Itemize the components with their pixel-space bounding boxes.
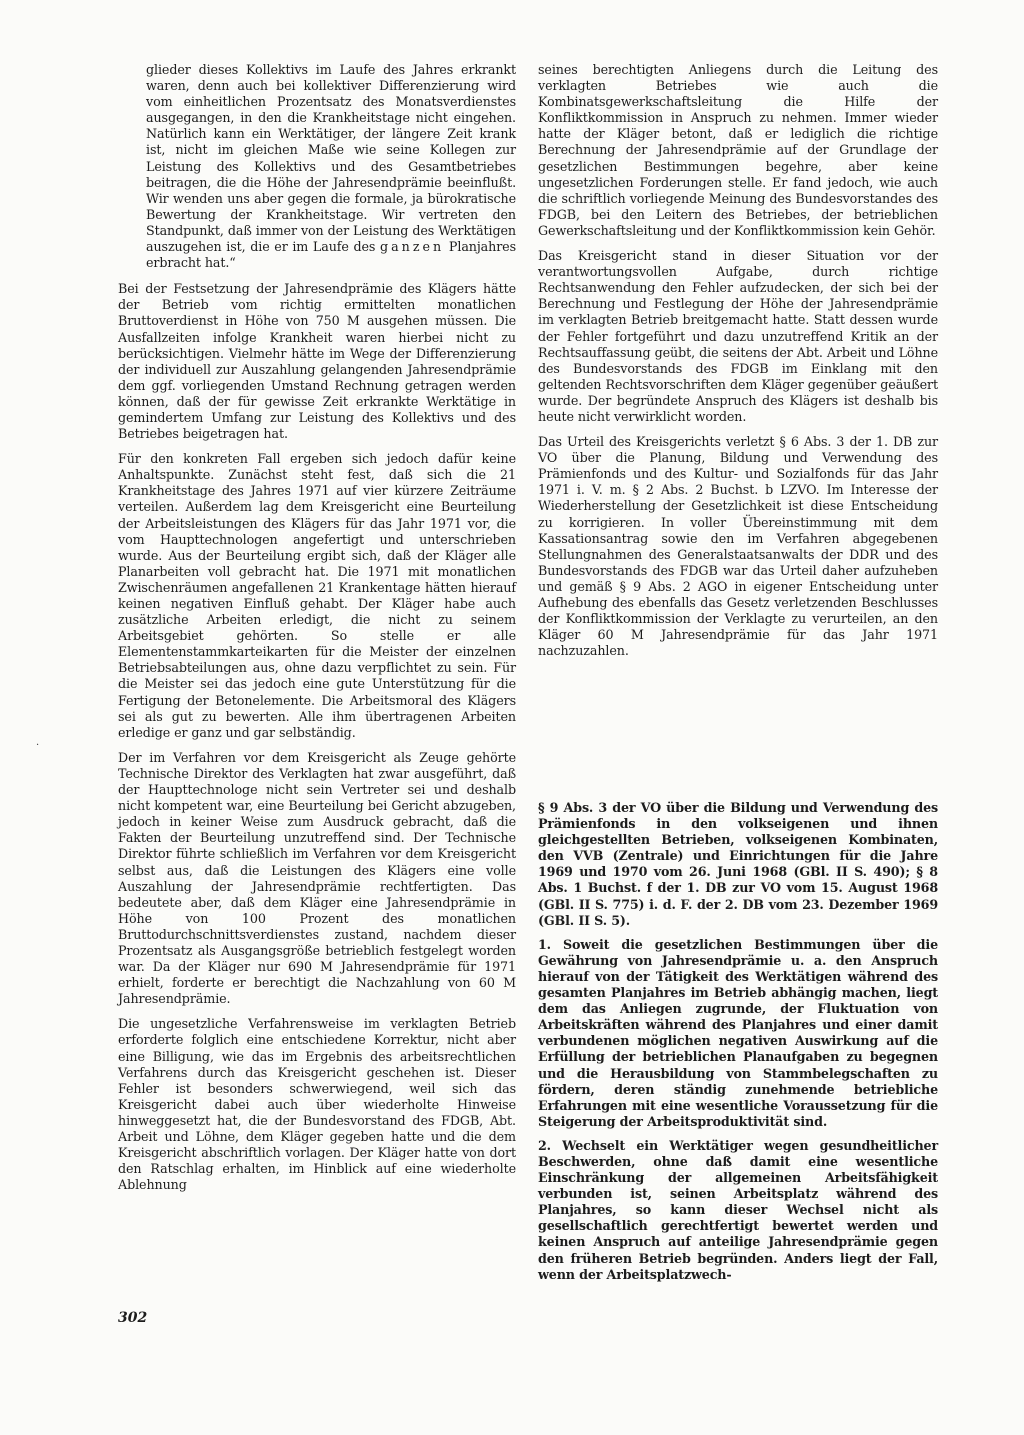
paragraph: Das Urteil des Kreisgerichts verletzt § 6 Abs. 3 der 1. DB zur VO über die Planung, Bildung und Verwendung des Prämienfonds und des Kultur- und Sozialfonds für das Jahr 1971 i. V. m. § 2 Abs. 2 Buchst. b LZVO. Im Interesse der Wiederherstellung der Gesetzlichkeit ist diese Entscheidung zu korrigieren. In voller Übereinstimmung mit dem Kassationsantrag sowie den im Verfahren abgegebenen Stellungnahmen des Generalstaatsanwalts der DDR und des Bundesvorstands des FDGB war das Urteil daher aufzuheben und gemäß § 9 Abs. 2 AGO in eigener Entscheidung unter Aufhebung des ebenfalls das Gesetz verletzenden Beschlusses der Konfliktkommission der Verklagte zu verurteilen, an den Kläger 60 M Jahresendprämie für das Jahr 1971 nachzuzahlen. [538,434,938,659]
quotation-text: glieder dieses Kollektivs im Laufe des Jahres erkrankt waren, denn auch bei kollektiver Differenzierung wird vom einheitlichen Prozentsatz des Monatsverdienstes ausgegangen, in den die Krankheitstage nicht eingehen. Natürlich kann ein Werktätiger, der längere Zeit krank ist, nicht im gleichen Maße wie seine Kollegen zur Leistung des Kollektivs und des Gesamtbetriebes beitragen, die die Höhe der Jahresendprämie beeinflußt. Wir wenden uns aber gegen die formale, ja bürokratische Bewertung der Krankheitstage. Wir vertreten den Standpunkt, daß immer von der Leistung des Werktätigen auszugehen ist, die er im Laufe des [146,62,516,255]
paragraph: Bei der Festsetzung der Jahresendprämie des Klägers hätte der Betrieb vom richtig ermittelten monatlichen Bruttoverdienst in Höhe von 750 M ausgehen müssen. Die Ausfallzeiten infolge Krankheit waren hierbei nicht zu berücksichtigen. Vielmehr hätte im Wege der Differenzierung der individuell zur Auszahlung gelangenden Jahresendprämie dem ggf. vorliegenden Umstand Rechnung getragen werden können, daß der für gewisse Zeit erkrankte Werktätige in gemindertem Umfang zur Leistung des Kollektivs und des Betriebes beigetragen hat. [118,281,516,442]
paragraph: Das Kreisgericht stand in dieser Situation vor der verantwortungsvollen Aufgabe, durch richtige Rechtsanwendung den Fehler aufzudecken, der sich bei der Berechnung und Festlegung der Höhe der Jahresendprämie im verklagten Betrieb breitgemacht hatte. Statt dessen wurde der Fehler fortgeführt und dazu unzutreffend Kritik an der Rechtsauffassung geübt, die seitens der Abt. Arbeit und Löhne des Bundesvorstands des FDGB im Einklang mit den geltenden Rechtsvorschriften dem Kläger gegenüber geäußert wurde. Der begründete Anspruch des Klägers ist deshalb bis heute nicht verwirklicht worden. [538,248,938,424]
quotation-emphasis: ganzen [380,239,445,255]
paragraph: Der im Verfahren vor dem Kreisgericht als Zeuge gehörte Technische Direktor des Verklagten hat zwar ausgeführt, daß der Haupttechnologe nicht sein Vertreter sei und deshalb nicht kompetent war, eine Beurteilung bei Gericht abzugeben, jedoch in keiner Weise zum Ausdruck gebracht, daß die Fakten der Beurteilung unzutreffend sind. Der Technische Direktor führte schließlich im Verfahren vor dem Kreisgericht selbst aus, daß die Leistungen des Klägers eine volle Auszahlung der Jahresendprämie rechtfertigten. Das bedeutete aber, daß dem Kläger eine Jahresendprämie in Höhe von 100 Prozent des monatlichen Bruttodurchschnittsverdienstes zustand, nachdem dieser Prozentsatz als Ausgangsgröße betrieblich festgelegt worden war. Da der Kläger nur 690 M Jahresendprämie für 1971 erhielt, forderte er berechtigt die Nachzahlung von 60 M Jahresendprämie. [118,749,516,1007]
right-column [538,62,938,668]
headnote-item-1: 1. Soweit die gesetzlichen Bestimmungen über die Gewährung von Jahresendprämie u. a. den Anspruch hierauf von der Tätigkeit des Werktätigen während des gesamten Planjahres im Betrieb abhängig machen, liegt dem das Anliegen zugrunde, der Fluktuation von Arbeitskräften während des Planjahres und einer damit verbundenen möglichen negativen Auswirkung auf die Erfüllung der betrieblichen Planaufgaben zu begegnen und die Herausbildung von Stammbelegschaften zu fördern, deren ständig zunehmende betriebliche Erfahrungen mit eine wesentliche Voraussetzung für die Steigerung der Arbeitsproduktivität sind. [538,936,938,1129]
quotation-end: Planjahres erbracht hat.“ [146,239,517,271]
left-column [118,62,516,1202]
legal-headnote [538,800,938,1291]
paragraph: Die ungesetzliche Verfahrensweise im verklagten Betrieb erforderte folglich eine entschiedene Korrektur, nicht aber eine Billigung, wie das im Ergebnis des arbeitsrechtlichen Verfahrens durch das Kreisgericht geschehen ist. Dieser Fehler ist besonders schwerwiegend, weil sich das Kreisgericht dabei auch über wiederholte Hinweise hinweggesetzt hat, die der Bundesvorstand des FDGB, Abt. Arbeit und Löhne, dem Kläger gegeben hatte und die dem Kreisgericht abschriftlich vorlagen. Der Kläger hatte von dort den Ratschlag erhalten, im Hinblick auf eine wiederholte Ablehnung [118,1016,516,1193]
page-number: 302 [118,1310,148,1326]
quotation-paragraph [146,62,516,271]
margin-mark: · [36,740,40,751]
quotation-block [146,62,516,271]
headnote-item-2: 2. Wechselt ein Werktätiger wegen gesundheitlicher Beschwerden, ohne daß damit eine wesentliche Einschränkung der allgemeinen Arbeitsfähigkeit verbunden ist, seinen Arbeitsplatz während des Planjahres, so kann dieser Wechsel nicht als gesellschaftlich gerechtfertigt bewertet werden und keinen Anspruch auf anteilige Jahresendprämie gegen den früheren Betrieb begründen. Anders liegt der Fall, wenn der Arbeitsplatzwech- [538,1137,938,1282]
paragraph: Für den konkreten Fall ergeben sich jedoch dafür keine Anhaltspunkte. Zunächst steht fest, daß sich die 21 Krankheitstage des Jahres 1971 auf vier kürzere Zeiträume verteilen. Außerdem lag dem Kreisgericht eine Beurteilung der Arbeitsleistungen des Klägers für das Jahr 1971 vor, die vom Haupttechnologen angefertigt und unterschrieben wurde. Aus der Beurteilung ergibt sich, daß der Kläger alle Planarbeiten voll gebracht hat. Die 1971 mit monatlichen Zwischenräumen angefallenen 21 Krankentage hätten hierauf keinen negativen Einfluß gehabt. Der Kläger habe auch zusätzliche Arbeiten erledigt, die nicht zu seinem Arbeitsgebiet gehörten. So stelle er alle Elementenstammkarteikarten für die Meister der einzelnen Betriebsabteilungen aus, ohne dazu verpflichtet zu sein. Für die Meister sei das jedoch eine gute Unterstützung für die Fertigung der Betonelemente. Die Arbeitsmoral des Klägers sei als gut zu bewerten. Alle ihm übertragenen Arbeiten erledige er ganz und gar selbständig. [118,451,516,740]
paragraph: seines berechtigten Anliegens durch die Leitung des verklagten Betriebes wie auch die Kombinatsgewerkschaftsleitung die Hilfe der Konfliktkommission in Anspruch zu nehmen. Immer wieder hatte der Kläger betont, daß er lediglich die richtige Berechnung der Jahresendprämie auf der Grundlage der gesetzlichen Bestimmungen begehre, aber keine ungesetzlichen Forderungen stelle. Er fand jedoch, wie auch die schriftlich vorliegende Meinung des Bundesvorstandes des FDGB, bei den Leitern des Betriebes, der betrieblichen Gewerkschaftsleitung und der Konfliktkommission kein Gehör. [538,62,938,238]
law-citation: § 9 Abs. 3 der VO über die Bildung und Verwendung des Prämienfonds in den volkseigenen und ihnen gleichgestellten Betrieben, volkseigenen Kombinaten, den VVB (Zentrale) und Einrichtungen für die Jahre 1969 und 1970 vom 26. Juni 1968 (GBl. II S. 490); § 8 Abs. 1 Buchst. f der 1. DB zur VO vom 15. August 1968 (GBl. II S. 775) i. d. F. der 2. DB vom 23. Dezember 1969 (GBl. II S. 5). [538,800,938,928]
